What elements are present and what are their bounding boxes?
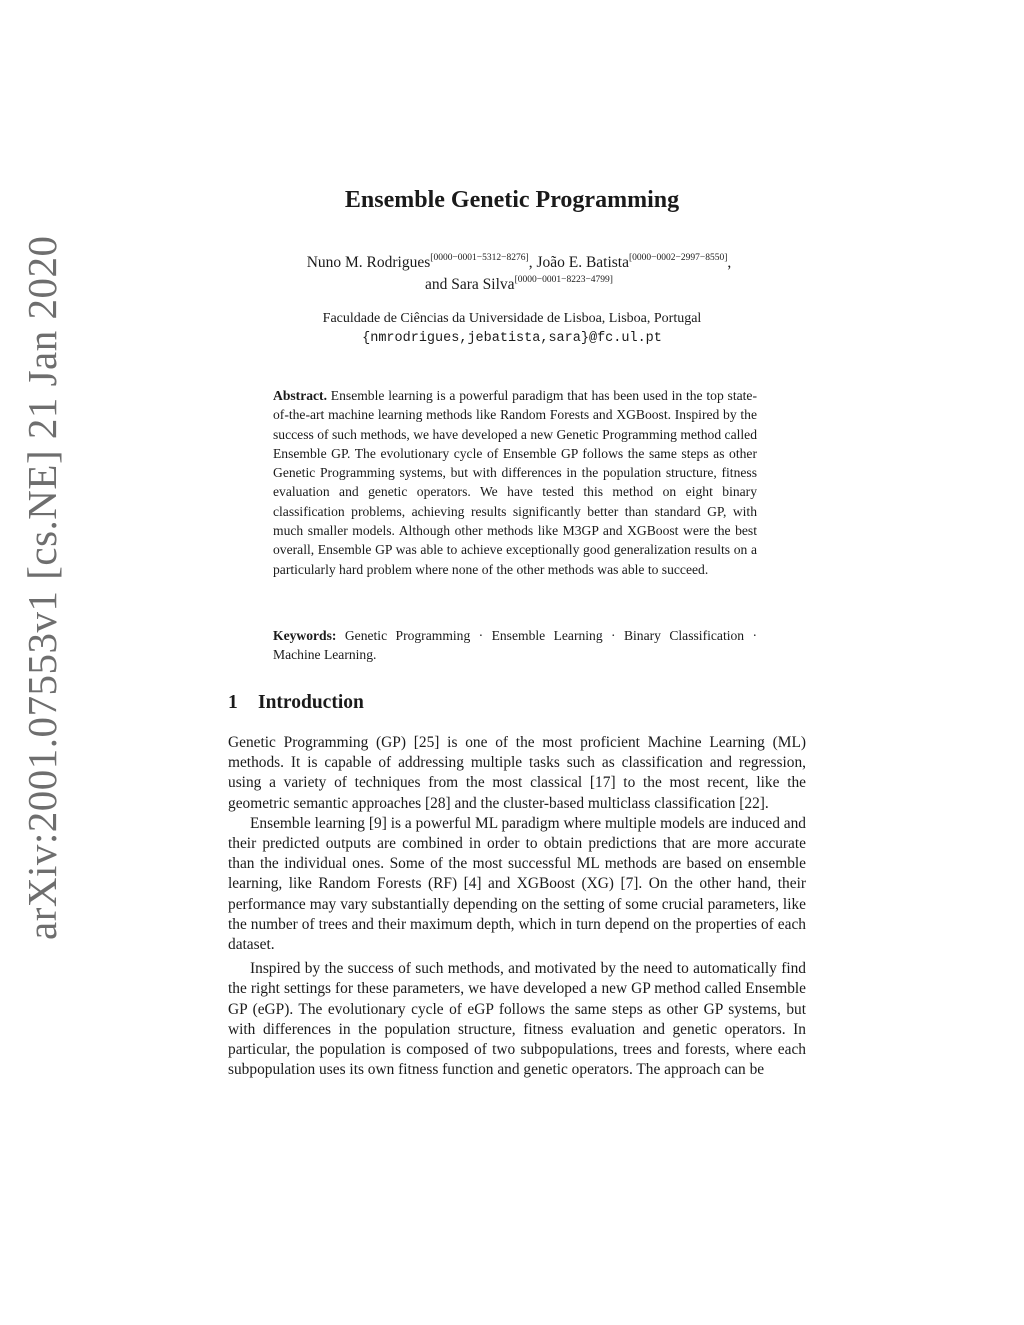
body-paragraph: Inspired by the success of such methods, and motivated by the need to automatically find the right settings for these parameters, we have developed a new GP method called Ensemble GP (eGP). The evolutionary cycle of eGP follows the same steps as other GP systems, but with differences in the population structure, fitness evaluation and genetic operators. In particular, the population is composed of two subpopulations, trees and forests, where each subpopulation uses its own fitness function and genetic operators. The approach can be [228,960,806,1079]
author-name: , João E. Batista [528,254,629,271]
body-paragraph: Ensemble learning [9] is a powerful ML paradigm where multiple models are induced and their predicted outputs are combined in order to obtain predictions that are more accurate than the individual ones. Some of the most successful ML methods are based on ensemble learning, like Random Forests (RF) [4] and XGBoost (XG) [7]. On the other hand, their performance may vary substantially depending on the setting of some crucial parameters, like the number of trees and their maximum depth, which in turn depend on the properties of each dataset. [228,814,806,954]
section-title: Introduction [258,692,364,713]
arxiv-identifier-stamp: arXiv:2001.07553v1 [cs.NE] 21 Jan 2020 [19,235,65,940]
abstract [273,386,757,579]
introduction-body [228,733,806,1080]
body-paragraph: Genetic Programming (GP) [25] is one of the most proficient Machine Learning (ML) methods. It is capable of addressing multiple tasks such as classification and regression, using a variety of techniques from the most classical [17] to the most recent, like the geometric semantic approaches [28] and the cluster-based multiclass classification [22]. [228,734,806,812]
keywords-label: Keywords: [273,628,337,643]
author-orcid[interactable]: [0000−0002−2997−8550] [629,253,728,263]
author-name: and Sara Silva [425,276,515,293]
author-list [229,252,809,296]
section-heading [228,692,364,714]
abstract-label: Abstract. [273,388,327,403]
author-orcid[interactable]: [0000−0001−5312−8276] [430,253,529,263]
keywords [273,626,757,665]
keywords-text: Genetic Programming · Ensemble Learning · Binary Classification · Machine Learning. [273,628,758,663]
paper-title: Ensemble Genetic Programming [344,187,680,213]
author-orcid[interactable]: [0000−0001−8223−4799] [514,275,613,285]
abstract-text: Ensemble learning is a powerful paradigm that has been used in the top state-of-the-art machine learning methods like Random Forests and XGBoost. Inspired by the success of such methods, we have developed a new Genetic Programming method called Ensemble GP. The evolutionary cycle of Ensemble GP follows the same steps as other Genetic Programming systems, but with differences in the population structure, fitness evaluation and genetic operators. We have tested this method on eight binary classification problems, achieving results significantly better than standard GP, with much smaller models. Although other methods like M3GP and XGBoost were the best overall, Ensemble GP was able to achieve exceptionally good generalization results on a particularly hard problem where none of the other methods was able to succeed. [273,388,757,577]
affiliation: Faculdade de Ciências da Universidade de Lisboa, Lisboa, Portugal [322,311,702,326]
section-number: 1 [228,692,238,713]
affiliation-block [0,309,1024,349]
author-separator: , [727,254,732,271]
email-address[interactable]: {nmrodrigues,jebatista,sara}@fc.ul.pt [362,331,662,346]
author-name: Nuno M. Rodrigues [306,254,431,271]
